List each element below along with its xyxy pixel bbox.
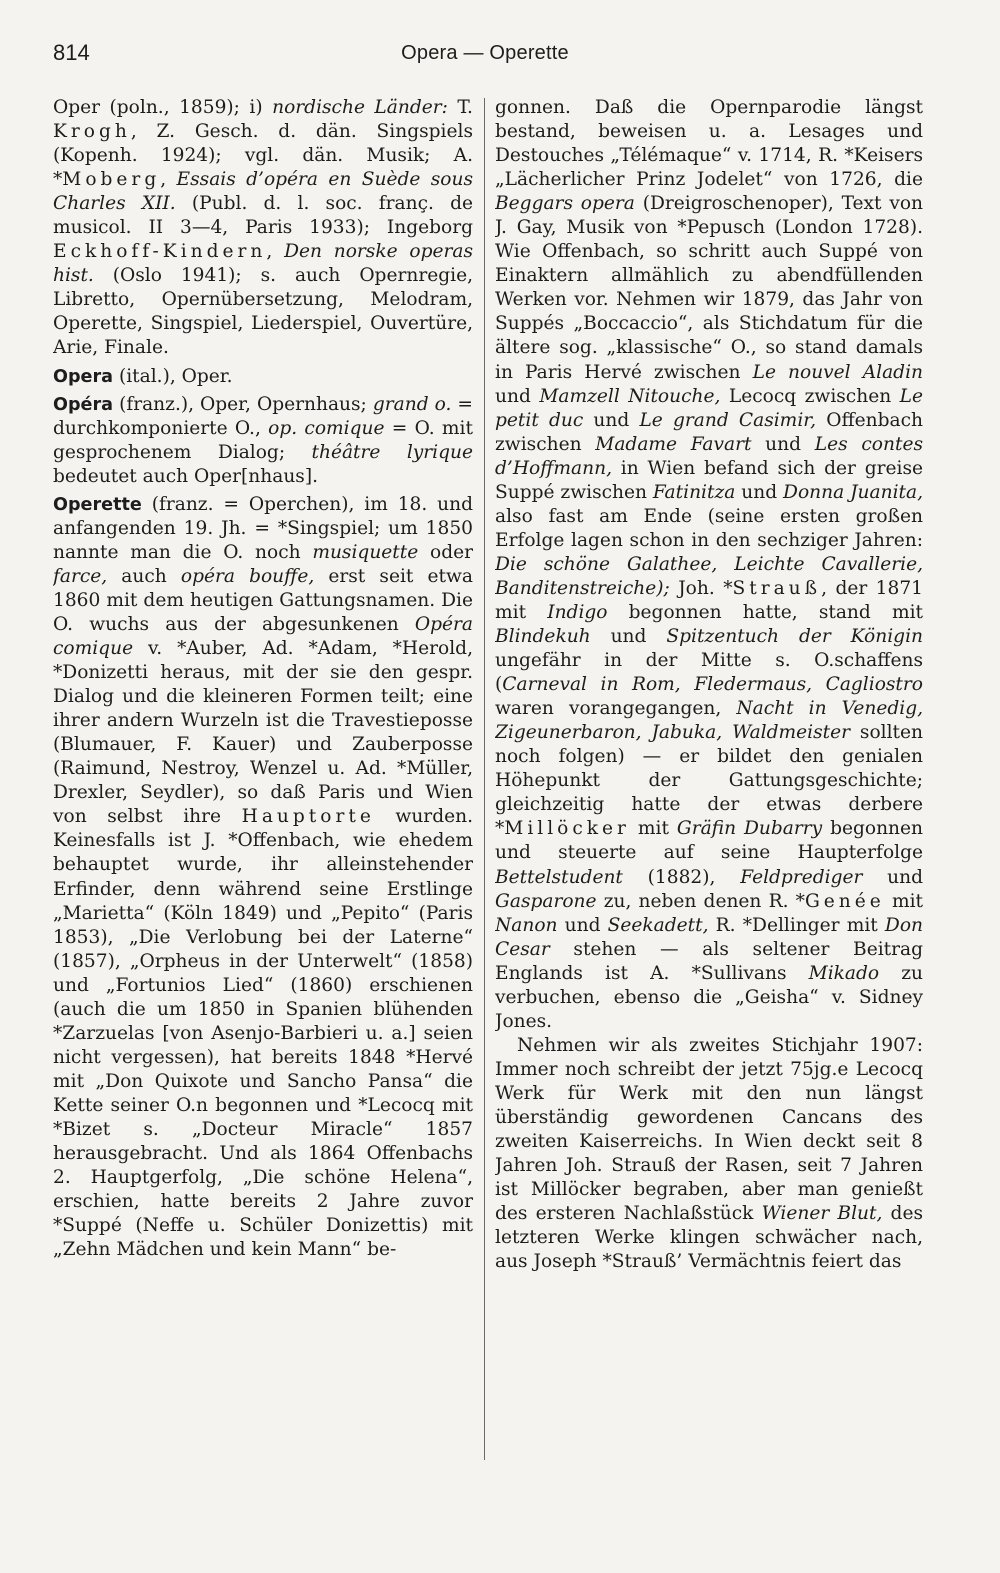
- entry-operette: [53, 493, 473, 1263]
- entry-opera: [53, 365, 473, 389]
- entry-opera-text: (ital.), Oper.: [113, 365, 233, 387]
- headword-operette: Operette: [53, 494, 142, 515]
- entry-opera-fr: [53, 393, 473, 489]
- entry-continuation: Oper (poln., 1859); i) nordische Länder: T. Krogh, Z. Gesch. d. dän. Singspiels (Kopenh. 1924); vgl. dän. Musik; A. *Moberg, Essais d’opéra en Suède sous Charles XII. (Publ. d. l. soc. franç. de musicol. II 3—4, Paris 1933); Ingeborg Eckhoff-Kindern, Den norske operas hist. (Oslo 1941); s. auch Opernregie, Libretto, Opernübersetzung, Melodram, Operette, Singspiel, Liederspiel, Ouvertüre, Arie, Finale.: [53, 97, 473, 359]
- headword-opera: Opera: [53, 366, 114, 387]
- headword-opera-fr: Opéra: [53, 394, 114, 415]
- entry-opera-fr-text: (franz.), Oper, Opernhaus; grand o. = durchkomponierte O., op. comique = O. mit gesprochenem Dialog; théâtre lyrique bedeutet auch Oper[nhaus].: [53, 393, 473, 487]
- right-column: [495, 96, 923, 1496]
- page-number: 814: [53, 40, 90, 65]
- running-head: Opera — Operette: [401, 42, 569, 64]
- operette-continuation: gonnen. Daß die Opernparodie längst bestand, beweisen u. a. Lesages und Destouches „Télémaque“ v. 1714, R. *Keisers „Lächerlicher Prinz Jodelet“ von 1726, die Beggars opera (Dreigroschenoper), Text von J. Gay, Musik von *Pepusch (London 1728). Wie Offenbach, so schritt auch Suppé von Einaktern allmählich zu abendfüllenden Werken vor. Nehmen wir 1879, das Jahr von Suppés „Boccaccio“, als Stichdatum für die ältere sog. „klassische“ O., so stand damals in Paris Hervé zwischen Le nouvel Aladin und Mamzell Nitouche, Lecocq zwischen Le petit duc und Le grand Casimir, Offenbach zwischen Madame Favart und Les contes d’Hoffmann, in Wien befand sich der greise Suppé zwischen Fatinitza und Donna Juanita, also fast am Ende (seine ersten großen Erfolge lagen schon in den sechziger Jahren: Die schöne Galathee, Leichte Cavallerie, Banditenstreiche); Joh. *Strauß, der 1871 mit Indigo begonnen hatte, stand mit Blindekuh und Spitzentuch der Königin ungefähr in der Mitte s. O.schaffens (Carneval in Rom, Fledermaus, Cagliostro waren vorangegangen, Nacht in Venedig, Zigeunerbaron, Jabuka, Waldmeister sollten noch folgen) — er bildet den genialen Höhepunkt der Gattungsgeschichte; gleichzeitig hatte der etwas derbere *Millöcker mit Gräfin Dubarry begonnen und steuerte auf seine Haupterfolge Bettelstudent (1882), Feldprediger und Gasparone zu, neben denen R. *Genée mit Nanon und Seekadett, R. *Dellinger mit Don Cesar stehen — als seltener Beitrag Englands ist A. *Sullivans Mikado zu verbuchen, ebenso die „Geisha“ v. Sidney Jones.: [495, 97, 923, 1032]
- page-header: [0, 40, 1000, 72]
- operette-paragraph-2: Nehmen wir als zweites Stichjahr 1907: Immer noch schreibt der jetzt 75jg.e Lecocq Werk für Werk mit den nun längst überständig gewordenen Cancans des zweiten Kaiserreichs. In Wien deckt seit 8 Jahren Joh. Strauß der Rasen, seit 7 Jahren ist Millöcker begraben, aber man genießt des ersteren Nachlaßstück Wiener Blut, des letzteren Werke klingen schwächer nach, aus Joseph *Strauß’ Vermächtnis feiert das: [495, 1034, 923, 1273]
- left-column: [53, 96, 473, 1496]
- entry-operette-text: (franz. = Operchen), im 18. und anfangenden 19. Jh. = *Singspiel; um 1850 nannte man die O. noch musiquette oder farce, auch opéra bouffe, erst seit etwa 1860 mit dem heutigen Gattungsnamen. Die O. wuchs aus der abgesunkenen Opéra comique v. *Auber, Ad. *Adam, *Herold, *Donizetti heraus, mit der sie den gespr. Dialog und die kleineren Formen teilt; eine ihrer andern Wurzeln ist die Travestieposse (Blumauer, F. Kauer) und Zauberposse (Raimund, Nestroy, Wenzel u. Ad. *Müller, Drexler, Seydler), so daß Paris und Wien von selbst ihre Hauptorte wurden. Keinesfalls ist J. *Offenbach, wie ehedem behauptet wurde, ihr alleinstehender Erfinder, denn während seine Erstlinge „Marietta“ (Köln 1849) und „Pepito“ (Paris 1853), „Die Verlobung bei der Laterne“ (1857), „Orpheus in der Unterwelt“ (1858) und „Fortunios Lied“ (1860) erschienen (auch die um 1850 in Spanien blühenden *Zarzuelas [von Asenjo-Barbieri u. a.] seien nicht vergessen), hat bereits 1848 *Hervé mit „Don Quixote und Sancho Pansa“ die Kette seiner O.n begonnen und *Lecocq mit *Bizet s. „Docteur Miracle“ 1857 herausgebracht. Und als 1864 Offenbachs 2. Hauptgerfolg, „Die schöne Helena“, erschien, hatte bereits 2 Jahre zuvor *Suppé (Neffe u. Schüler Donizettis) mit „Zehn Mädchen und kein Mann“ be-: [53, 493, 473, 1261]
- column-divider: [484, 98, 485, 1460]
